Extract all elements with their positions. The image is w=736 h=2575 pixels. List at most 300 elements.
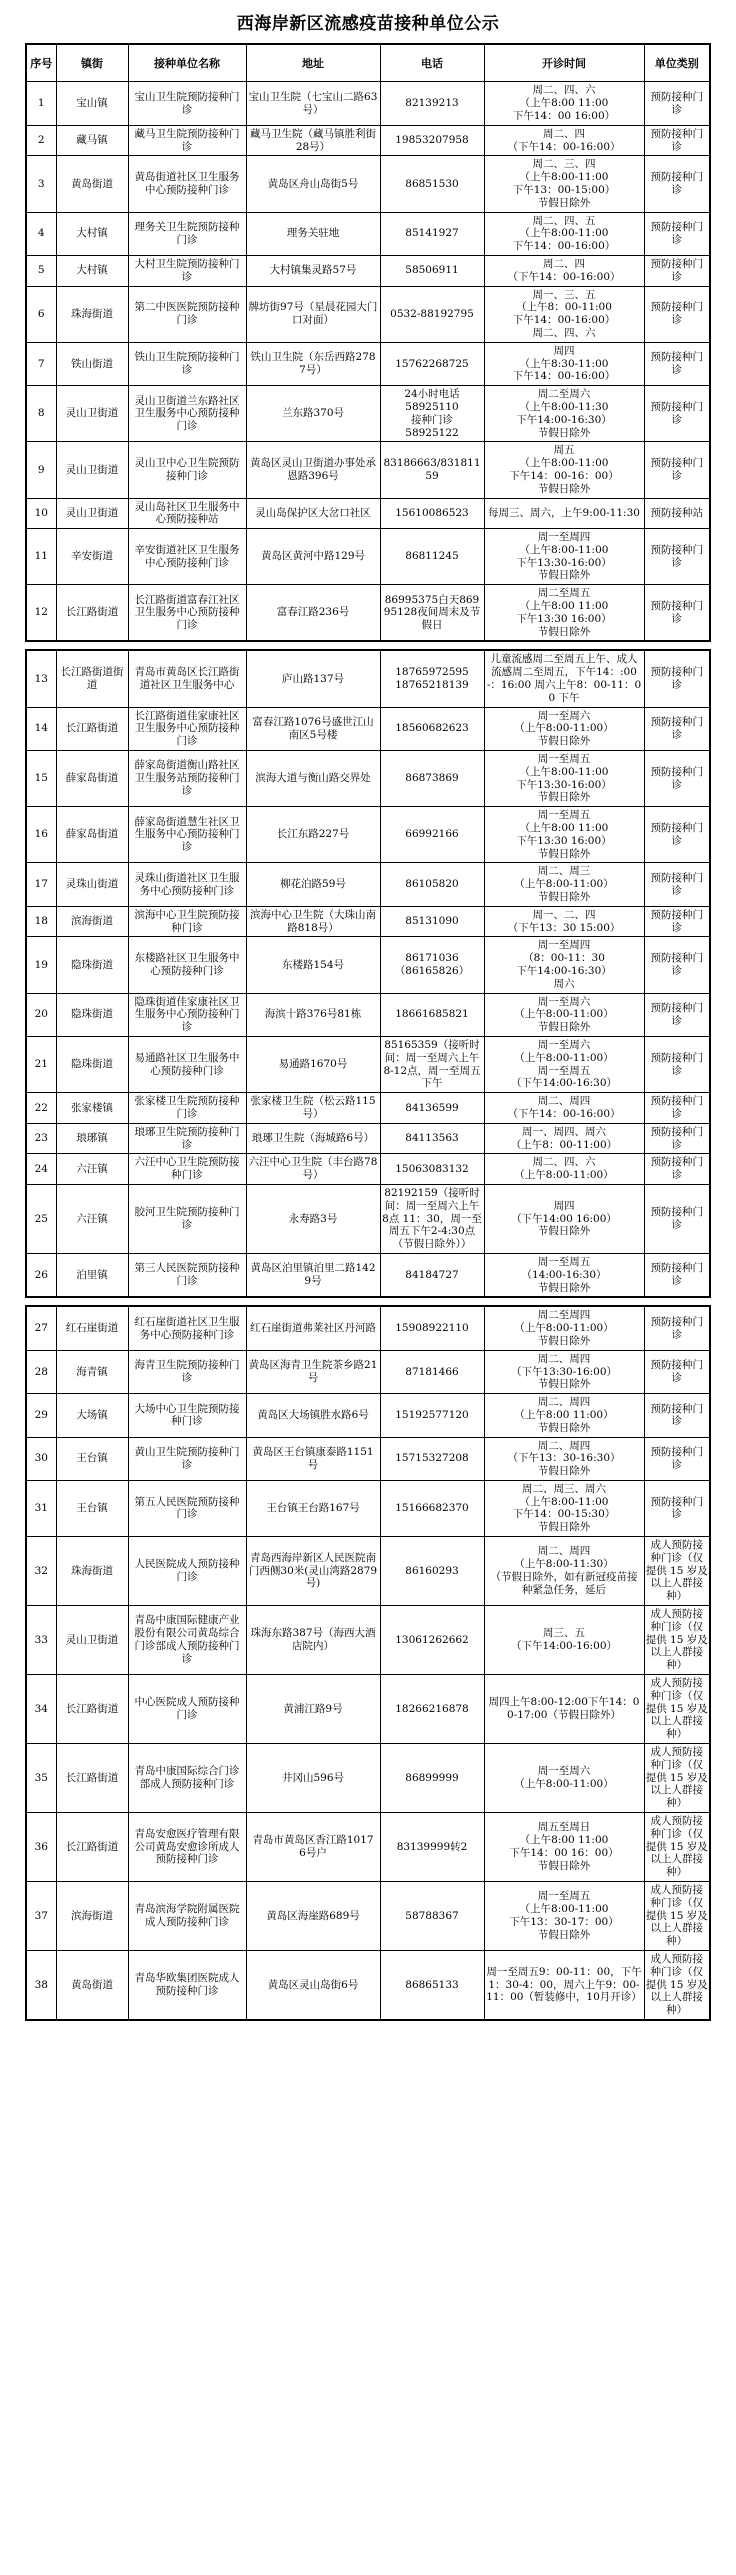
cell-phone: 24小时电话 58925110 接种门诊 58925122: [380, 386, 484, 442]
cell-type: 预防接种门诊: [644, 1184, 710, 1253]
table-row: [26, 1184, 710, 1253]
cell-town: 琅琊镇: [56, 1123, 128, 1154]
cell-no: 24: [26, 1154, 56, 1185]
cell-unit: 张家楼卫生院预防接种门诊: [128, 1093, 246, 1124]
cell-phone: 82139213: [380, 82, 484, 125]
table-row: [26, 1950, 710, 2019]
table-row: [26, 1154, 710, 1185]
cell-type: 预防接种门诊: [644, 993, 710, 1036]
cell-addr: 王台镇王台路167号: [246, 1480, 380, 1536]
table-row: [26, 255, 710, 286]
cell-unit: 第五人民医院预防接种门诊: [128, 1480, 246, 1536]
cell-addr: 永寿路3号: [246, 1184, 380, 1253]
cell-addr: 黄岛区灵山卫街道办事处承恩路396号: [246, 442, 380, 498]
cell-unit: 长江路街道佳家康社区卫生服务中心预防接种门诊: [128, 707, 246, 750]
cell-no: 36: [26, 1813, 56, 1882]
cell-time: 周一至周六 （上午8:00-11:00） 周一至周五 （下午14:00-16:30）: [484, 1036, 644, 1092]
cell-no: 37: [26, 1882, 56, 1951]
cell-type: 预防接种门诊: [644, 1036, 710, 1092]
table-row: [26, 585, 710, 642]
cell-time: 周二至周四 （上午8:00-11:00） 节假日除外: [484, 1306, 644, 1350]
cell-phone: 83139999转2: [380, 1813, 484, 1882]
cell-phone: 18661685821: [380, 993, 484, 1036]
page-title: 西海岸新区流感疫苗接种单位公示: [236, 14, 500, 34]
cell-town: 藏马镇: [56, 125, 128, 156]
cell-unit: 黄岛街道社区卫生服务中心预防接种门诊: [128, 156, 246, 212]
cell-unit: 黄山卫生院预防接种门诊: [128, 1437, 246, 1480]
cell-addr: 藏马卫生院（藏马镇胜利街28号）: [246, 125, 380, 156]
cell-phone: 85141927: [380, 212, 484, 255]
cell-addr: 庐山路137号: [246, 650, 380, 707]
column-header-phone: 电话: [380, 44, 484, 82]
cell-town: 六汪镇: [56, 1154, 128, 1185]
cell-no: 25: [26, 1184, 56, 1253]
cell-addr: 黄岛区海崖路689号: [246, 1882, 380, 1951]
cell-time: 周一至周五9：00-11：00，下午1：30-4：00，周六上午9：00-11：00（暂装修中，10月开诊）: [484, 1950, 644, 2019]
table-row: [26, 442, 710, 498]
table-row: [26, 1123, 710, 1154]
cell-unit: 铁山卫生院预防接种门诊: [128, 342, 246, 385]
cell-no: 13: [26, 650, 56, 707]
cell-no: 5: [26, 255, 56, 286]
cell-addr: 易通路1670号: [246, 1036, 380, 1092]
cell-type: 预防接种门诊: [644, 286, 710, 342]
cell-time: 周二至周五 （上午8:00 11:00 下午13:30 16:00） 节假日除外: [484, 585, 644, 642]
cell-unit: 薛家岛街道慧生社区卫生服务中心预防接种门诊: [128, 807, 246, 863]
table-row: [26, 1437, 710, 1480]
cell-town: 长江路街道: [56, 1813, 128, 1882]
cell-time: 周二、周三 （上午8:00-11:00） 节假日除外: [484, 863, 644, 906]
cell-phone: 15063083132: [380, 1154, 484, 1185]
cell-no: 31: [26, 1480, 56, 1536]
cell-time: 周二、四 （下午14：00-16:00）: [484, 125, 644, 156]
cell-type: 预防接种门诊: [644, 1253, 710, 1297]
cell-type: 预防接种门诊: [644, 82, 710, 125]
cell-no: 7: [26, 342, 56, 385]
cell-addr: 珠海东路387号（海西大酒店院内）: [246, 1606, 380, 1675]
table-row: [26, 807, 710, 863]
cell-unit: 人民医院成人预防接种门诊: [128, 1537, 246, 1606]
cell-type: 预防接种门诊: [644, 125, 710, 156]
cell-town: 红石崖街道: [56, 1306, 128, 1350]
cell-type: 预防接种门诊: [644, 156, 710, 212]
cell-time: 周五至周日 （上午8:00 11:00 下午14：00 16：00） 节假日除外: [484, 1813, 644, 1882]
cell-unit: 胶河卫生院预防接种门诊: [128, 1184, 246, 1253]
cell-unit: 青岛安愈医疗管理有限公司黄岛安愈诊所成人预防接种门诊: [128, 1813, 246, 1882]
table-row: [26, 751, 710, 807]
cell-type: 成人预防接种门诊（仅提供 15 岁及以上人群接种）: [644, 1675, 710, 1744]
cell-town: 灵山卫街道: [56, 1606, 128, 1675]
cell-unit: 易通路社区卫生服务中心预防接种门诊: [128, 1036, 246, 1092]
cell-no: 4: [26, 212, 56, 255]
cell-no: 11: [26, 529, 56, 585]
cell-addr: 理务关驻地: [246, 212, 380, 255]
cell-town: 王台镇: [56, 1480, 128, 1536]
cell-type: 成人预防接种门诊（仅提供 15 岁及以上人群接种）: [644, 1537, 710, 1606]
cell-time: 周四上午8:00-12:00下午14：00-17:00（节假日除外）: [484, 1675, 644, 1744]
cell-unit: 中心医院成人预防接种门诊: [128, 1675, 246, 1744]
table-row: [26, 937, 710, 993]
cell-phone: 15610086523: [380, 498, 484, 529]
cell-addr: 红石崖街道弗莱社区丹河路: [246, 1306, 380, 1350]
cell-phone: 86105820: [380, 863, 484, 906]
table-row: [26, 1394, 710, 1437]
cell-type: 预防接种门诊: [644, 937, 710, 993]
cell-unit: 灵珠山街道社区卫生服务中心预防接种门诊: [128, 863, 246, 906]
cell-addr: 黄岛区大场镇胜水路6号: [246, 1394, 380, 1437]
cell-addr: 滨海大道与衡山路交界处: [246, 751, 380, 807]
cell-addr: 琅琊卫生院（海城路6号）: [246, 1123, 380, 1154]
cell-type: 成人预防接种门诊（仅提供 15 岁及以上人群接种）: [644, 1882, 710, 1951]
column-header-time: 开诊时间: [484, 44, 644, 82]
cell-time: 周一至周五 （上午8:00-11:00 下午13：30-17：00） 节假日除外: [484, 1882, 644, 1951]
table-row: [26, 1606, 710, 1675]
table-row: [26, 156, 710, 212]
cell-type: 预防接种门诊: [644, 212, 710, 255]
cell-type: 预防接种门诊: [644, 1093, 710, 1124]
cell-no: 2: [26, 125, 56, 156]
cell-town: 薛家岛街道: [56, 807, 128, 863]
cell-no: 27: [26, 1306, 56, 1350]
cell-type: 预防接种门诊: [644, 255, 710, 286]
cell-addr: 井冈山596号: [246, 1744, 380, 1813]
cell-unit: 滨海中心卫生院预防接种门诊: [128, 906, 246, 937]
cell-type: 预防接种门诊: [644, 585, 710, 642]
cell-unit: 藏马卫生院预防接种门诊: [128, 125, 246, 156]
cell-time: 周三、五 （下午14:00-16:00）: [484, 1606, 644, 1675]
cell-no: 10: [26, 498, 56, 529]
table-row: [26, 286, 710, 342]
cell-no: 23: [26, 1123, 56, 1154]
cell-type: 预防接种门诊: [644, 1480, 710, 1536]
cell-time: 周一至周五 （上午8:00-11:00 下午13:30-16:00） 节假日除外: [484, 751, 644, 807]
cell-addr: 黄岛区舟山岛街5号: [246, 156, 380, 212]
cell-phone: 15192577120: [380, 1394, 484, 1437]
cell-time: 周四 （上午8:30-11:00 下午14：00-16:00）: [484, 342, 644, 385]
cell-time: 周二、四、五 （上午8:00-11:00 下午14：00-16:00）: [484, 212, 644, 255]
cell-town: 王台镇: [56, 1437, 128, 1480]
cell-time: 周二、周四 （上午8:00 11:00） 节假日除外: [484, 1394, 644, 1437]
cell-no: 28: [26, 1350, 56, 1393]
cell-unit: 第三人民医院预防接种门诊: [128, 1253, 246, 1297]
cell-addr: 张家楼卫生院（松云路115号）: [246, 1093, 380, 1124]
cell-no: 35: [26, 1744, 56, 1813]
cell-unit: 青岛市黄岛区长江路街道社区卫生服务中心: [128, 650, 246, 707]
cell-phone: 15166682370: [380, 1480, 484, 1536]
cell-phone: 83186663/83181159: [380, 442, 484, 498]
cell-town: 大村镇: [56, 255, 128, 286]
cell-unit: 灵山岛社区卫生服务中心预防接种站: [128, 498, 246, 529]
cell-type: 预防接种站: [644, 498, 710, 529]
cell-time: 周一至周六 （上午8:00-11:00） 节假日除外: [484, 993, 644, 1036]
table-row: [26, 1744, 710, 1813]
table-row: [26, 212, 710, 255]
cell-town: 灵山卫街道: [56, 498, 128, 529]
cell-no: 17: [26, 863, 56, 906]
cell-no: 29: [26, 1394, 56, 1437]
cell-phone: 66992166: [380, 807, 484, 863]
tables-host: [0, 43, 736, 2021]
cell-addr: 黄岛区灵山岛街6号: [246, 1950, 380, 2019]
cell-unit: 灵山卫中心卫生院预防接种门诊: [128, 442, 246, 498]
cell-town: 黄岛街道: [56, 156, 128, 212]
vaccination-units-table: [25, 1305, 711, 2021]
cell-type: 预防接种门诊: [644, 442, 710, 498]
cell-type: 成人预防接种门诊（仅提供 15 岁及以上人群接种）: [644, 1950, 710, 2019]
cell-town: 长江路街道街道: [56, 650, 128, 707]
cell-phone: 58506911: [380, 255, 484, 286]
cell-town: 长江路街道: [56, 707, 128, 750]
cell-addr: 东楼路154号: [246, 937, 380, 993]
cell-town: 灵珠山街道: [56, 863, 128, 906]
cell-type: 预防接种门诊: [644, 1154, 710, 1185]
cell-time: 周四 （下午14:00 16:00） 节假日除外: [484, 1184, 644, 1253]
table-row: [26, 1306, 710, 1350]
cell-type: 预防接种门诊: [644, 1123, 710, 1154]
cell-no: 34: [26, 1675, 56, 1744]
cell-phone: 18560682623: [380, 707, 484, 750]
cell-no: 38: [26, 1950, 56, 2019]
cell-time: 周一、三、五 （上午8：00-11:00 下午14：00-16:00） 周二、四、六: [484, 286, 644, 342]
table-row: [26, 125, 710, 156]
cell-phone: 85165359（接听时间：周一至周六上午8-12点，周一至周五下午: [380, 1036, 484, 1092]
cell-town: 海青镇: [56, 1350, 128, 1393]
cell-phone: 86171036 （86165826）: [380, 937, 484, 993]
table-row: [26, 1253, 710, 1297]
cell-town: 长江路街道: [56, 1744, 128, 1813]
cell-no: 32: [26, 1537, 56, 1606]
cell-town: 滨海街道: [56, 906, 128, 937]
table-row: [26, 707, 710, 750]
cell-unit: 海青卫生院预防接种门诊: [128, 1350, 246, 1393]
cell-phone: 86899999: [380, 1744, 484, 1813]
cell-no: 19: [26, 937, 56, 993]
table-row: [26, 1537, 710, 1606]
cell-unit: 灵山卫街道兰东路社区卫生服务中心预防接种门诊: [128, 386, 246, 442]
cell-time: 周二、四、六 （上午8:00 11:00 下午14：00 16:00）: [484, 82, 644, 125]
table-row: [26, 1882, 710, 1951]
cell-town: 大场镇: [56, 1394, 128, 1437]
cell-unit: 宝山卫生院预防接种门诊: [128, 82, 246, 125]
cell-time: 周二、周四 （上午8:00-11:30） （节假日除外，如有新冠疫苗接种紧急任务，延后: [484, 1537, 644, 1606]
cell-time: 周一至周五 （上午8:00 11:00 下午13:30 16:00） 节假日除外: [484, 807, 644, 863]
cell-time: 周二、周四 （下午13:30-16:00） 节假日除外: [484, 1350, 644, 1393]
cell-no: 15: [26, 751, 56, 807]
cell-time: 周二、周三、周六 （上午8:00-11:00 下午14：00-15:30） 节假日除外: [484, 1480, 644, 1536]
cell-phone: 82192159（接听时间：周一至周六上午8点 11：30，周一至周五下午2-4:30点（节假日除外））: [380, 1184, 484, 1253]
cell-no: 22: [26, 1093, 56, 1124]
cell-town: 铁山街道: [56, 342, 128, 385]
cell-addr: 长江东路227号: [246, 807, 380, 863]
cell-no: 33: [26, 1606, 56, 1675]
table-row: [26, 1093, 710, 1124]
cell-addr: 海滨十路376号81栋: [246, 993, 380, 1036]
cell-addr: 富春江路1076号盛世江山南区5号楼: [246, 707, 380, 750]
cell-type: 预防接种门诊: [644, 1306, 710, 1350]
cell-phone: 86160293: [380, 1537, 484, 1606]
cell-addr: 黄岛区泊里镇泊里二路1429号: [246, 1253, 380, 1297]
cell-unit: 第二中医医院预防接种门诊: [128, 286, 246, 342]
cell-time: 周一至周四 （上午8:00-11:00 下午13:30-16:00） 节假日除外: [484, 529, 644, 585]
cell-phone: 86851530: [380, 156, 484, 212]
cell-addr: 铁山卫生院（东岳西路2787号）: [246, 342, 380, 385]
cell-time: 周一、周四、周六 （上午8：00-11:00）: [484, 1123, 644, 1154]
cell-time: 周一至周四 （8：00-11：30 下午14:00-16:30） 周六: [484, 937, 644, 993]
cell-town: 宝山镇: [56, 82, 128, 125]
cell-addr: 灵山岛保护区大岔口社区: [246, 498, 380, 529]
table-row: [26, 342, 710, 385]
cell-phone: 18266216878: [380, 1675, 484, 1744]
cell-phone: 15715327208: [380, 1437, 484, 1480]
cell-type: 预防接种门诊: [644, 650, 710, 707]
cell-addr: 大村镇集灵路57号: [246, 255, 380, 286]
cell-phone: 86865133: [380, 1950, 484, 2019]
cell-unit: 辛安街道社区卫生服务中心预防接种门诊: [128, 529, 246, 585]
cell-town: 滨海街道: [56, 1882, 128, 1951]
cell-no: 8: [26, 386, 56, 442]
cell-addr: 黄岛区海青卫生院茶乡路21号: [246, 1350, 380, 1393]
cell-town: 珠海街道: [56, 286, 128, 342]
cell-unit: 青岛中康国际健康产业股份有限公司黄岛综合门诊部成人预防接种门诊: [128, 1606, 246, 1675]
cell-unit: 六汪中心卫生院预防接种门诊: [128, 1154, 246, 1185]
cell-town: 长江路街道: [56, 1675, 128, 1744]
table-row: [26, 1350, 710, 1393]
cell-phone: 84184727: [380, 1253, 484, 1297]
cell-addr: 六汪中心卫生院（丰台路78号）: [246, 1154, 380, 1185]
vaccination-units-table: [25, 43, 711, 642]
cell-unit: 青岛中康国际综合门诊部成人预防接种门诊: [128, 1744, 246, 1813]
table-row: [26, 650, 710, 707]
table-header-row: [26, 44, 710, 82]
cell-phone: 86811245: [380, 529, 484, 585]
table-row: [26, 1480, 710, 1536]
cell-town: 灵山卫街道: [56, 442, 128, 498]
cell-town: 张家楼镇: [56, 1093, 128, 1124]
cell-addr: 牌坊街97号（星晨花园大门口对面）: [246, 286, 380, 342]
cell-type: 预防接种门诊: [644, 906, 710, 937]
cell-time: 周二至周六 （上午8:00-11:30 下午14:00-16:30） 节假日除外: [484, 386, 644, 442]
table-row: [26, 82, 710, 125]
cell-town: 泊里镇: [56, 1253, 128, 1297]
cell-phone: 18765972595 18765218139: [380, 650, 484, 707]
table-row: [26, 529, 710, 585]
column-header-no: 序号: [26, 44, 56, 82]
cell-unit: 薛家岛街道衡山路社区卫生服务站预防接种门诊: [128, 751, 246, 807]
cell-no: 12: [26, 585, 56, 642]
cell-unit: 青岛滨海学院附属医院成人预防接种门诊: [128, 1882, 246, 1951]
cell-type: 预防接种门诊: [644, 529, 710, 585]
cell-unit: 大场中心卫生院预防接种门诊: [128, 1394, 246, 1437]
cell-time: 周一至周六 （上午8:00-11:00）: [484, 1744, 644, 1813]
cell-type: 成人预防接种门诊（仅提供 15 岁及以上人群接种）: [644, 1606, 710, 1675]
cell-town: 隐珠街道: [56, 937, 128, 993]
cell-no: 18: [26, 906, 56, 937]
cell-type: 预防接种门诊: [644, 707, 710, 750]
cell-phone: 86873869: [380, 751, 484, 807]
cell-type: 成人预防接种门诊（仅提供 15 岁及以上人群接种）: [644, 1813, 710, 1882]
cell-time: 周二、周四 （下午14：00-16:00）: [484, 1093, 644, 1124]
cell-addr: 黄岛区王台镇康泰路1151号: [246, 1437, 380, 1480]
cell-time: 周二、周四 （下午13：30-16:30） 节假日除外: [484, 1437, 644, 1480]
cell-addr: 青岛西海岸新区人民医院南门西侧30米(灵山湾路2879号): [246, 1537, 380, 1606]
table-row: [26, 863, 710, 906]
cell-no: 1: [26, 82, 56, 125]
cell-no: 20: [26, 993, 56, 1036]
cell-type: 预防接种门诊: [644, 342, 710, 385]
cell-unit: 琅琊卫生院预防接种门诊: [128, 1123, 246, 1154]
table-row: [26, 1813, 710, 1882]
cell-unit: 红石崖街道社区卫生服务中心预防接种门诊: [128, 1306, 246, 1350]
cell-addr: 兰东路370号: [246, 386, 380, 442]
cell-type: 预防接种门诊: [644, 1394, 710, 1437]
cell-unit: 青岛华欧集团医院成人预防接种门诊: [128, 1950, 246, 2019]
cell-time: 周一至周五 （14:00-16:30） 节假日除外: [484, 1253, 644, 1297]
cell-addr: 黄浦江路9号: [246, 1675, 380, 1744]
cell-town: 大村镇: [56, 212, 128, 255]
cell-type: 预防接种门诊: [644, 751, 710, 807]
cell-town: 黄岛街道: [56, 1950, 128, 2019]
cell-time: 周一至周六 （上午8:00-11:00） 节假日除外: [484, 707, 644, 750]
cell-no: 26: [26, 1253, 56, 1297]
cell-phone: 15908922110: [380, 1306, 484, 1350]
column-header-type: 单位类别: [644, 44, 710, 82]
cell-phone: 19853207958: [380, 125, 484, 156]
cell-no: 14: [26, 707, 56, 750]
cell-type: 预防接种门诊: [644, 1437, 710, 1480]
cell-time: 周二、四、六 （上午8:00-11:00）: [484, 1154, 644, 1185]
cell-addr: 富春江路236号: [246, 585, 380, 642]
cell-town: 灵山卫街道: [56, 386, 128, 442]
column-header-town: 镇街: [56, 44, 128, 82]
cell-phone: 86995375白天86995128夜间周末及节假日: [380, 585, 484, 642]
cell-addr: 滨海中心卫生院（大珠山南路818号）: [246, 906, 380, 937]
cell-phone: 0532-88192795: [380, 286, 484, 342]
table-row: [26, 386, 710, 442]
cell-no: 16: [26, 807, 56, 863]
cell-phone: 13061262662: [380, 1606, 484, 1675]
cell-addr: 宝山卫生院（七宝山二路63号）: [246, 82, 380, 125]
column-header-unit: 接种单位名称: [128, 44, 246, 82]
column-header-addr: 地址: [246, 44, 380, 82]
cell-no: 9: [26, 442, 56, 498]
cell-town: 长江路街道: [56, 585, 128, 642]
cell-town: 隐珠街道: [56, 1036, 128, 1092]
cell-type: 预防接种门诊: [644, 863, 710, 906]
cell-phone: 85131090: [380, 906, 484, 937]
cell-phone: 84113563: [380, 1123, 484, 1154]
cell-addr: 青岛市黄岛区香江路1017 6号户: [246, 1813, 380, 1882]
cell-no: 3: [26, 156, 56, 212]
table-row: [26, 993, 710, 1036]
cell-town: 隐珠街道: [56, 993, 128, 1036]
table-row: [26, 1036, 710, 1092]
cell-addr: 柳花泊路59号: [246, 863, 380, 906]
cell-no: 6: [26, 286, 56, 342]
cell-phone: 87181466: [380, 1350, 484, 1393]
cell-type: 预防接种门诊: [644, 807, 710, 863]
cell-time: 周二、三、四 （上午8:00-11:00 下午13：00-15:00） 节假日除外: [484, 156, 644, 212]
cell-unit: 长江路街道富春江社区卫生服务中心预防接种门诊: [128, 585, 246, 642]
table-row: [26, 498, 710, 529]
cell-town: 珠海街道: [56, 1537, 128, 1606]
cell-town: 辛安街道: [56, 529, 128, 585]
cell-unit: 东楼路社区卫生服务中心预防接种门诊: [128, 937, 246, 993]
cell-phone: 84136599: [380, 1093, 484, 1124]
cell-time: 儿童流感周二至周五上午、成人流感周二至周五，下午14：:00-：16:00 周六上午8：00-11：00 下午: [484, 650, 644, 707]
cell-no: 21: [26, 1036, 56, 1092]
table-row: [26, 906, 710, 937]
cell-type: 预防接种门诊: [644, 386, 710, 442]
